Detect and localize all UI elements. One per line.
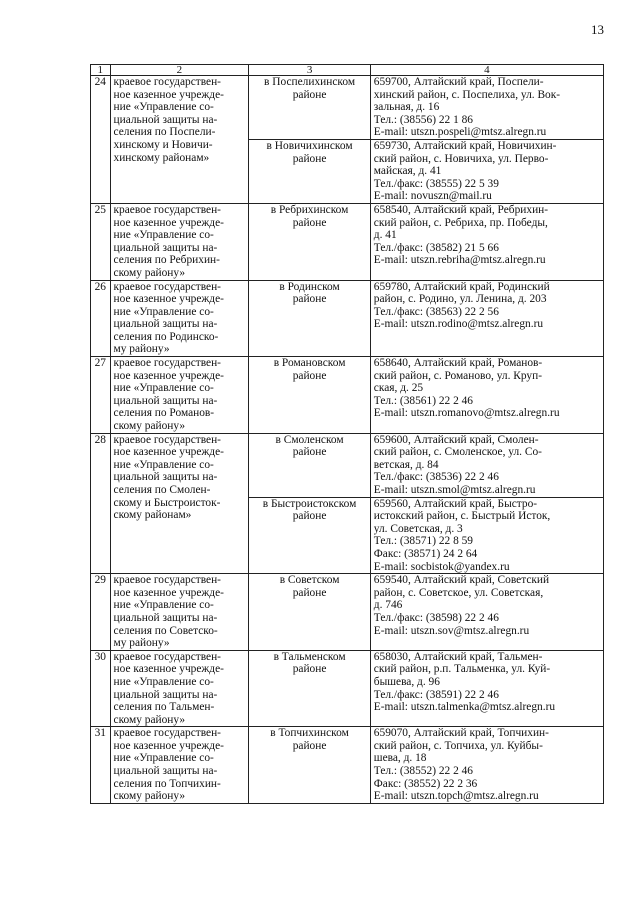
offices-table xyxy=(90,64,604,804)
address-contacts-cell: 658640, Алтайский край, Романов- ский район, с. Романово, ул. Круп- ская, д. 25 Тел.: (38561) 22 2 46 E-mail: utszn.romanovo@mtsz.alregn.ru xyxy=(370,357,603,434)
district-cell: в Советском районе xyxy=(249,574,370,651)
table-row xyxy=(91,650,604,727)
table-row xyxy=(91,280,604,357)
table-row xyxy=(91,433,604,497)
table-row xyxy=(91,357,604,434)
institution-name-cell: краевое государствен- ное казенное учрежде- ние «Управление со- циальной защиты на- селения по Советско- му району» xyxy=(110,574,249,651)
address-contacts-cell: 659070, Алтайский край, Топчихин- ский район, с. Топчиха, ул. Куйбы- шева, д. 18 Тел.: (38552) 22 2 46 Факс: (38552) 22 2 36 E-mail: utszn.topch@mtsz.alregn.ru xyxy=(370,727,603,804)
district-cell: в Тальменском районе xyxy=(249,650,370,727)
table-row xyxy=(91,574,604,651)
row-number-cell: 24 xyxy=(91,76,111,204)
row-number-cell: 28 xyxy=(91,433,111,574)
address-contacts-cell: 658030, Алтайский край, Тальмен- ский район, р.п. Тальменка, ул. Куй- бышева, д. 96 Тел./факс: (38591) 22 2 46 E-mail: utszn.talmenka@mtsz.alregn.ru xyxy=(370,650,603,727)
address-contacts-cell: 659700, Алтайский край, Поспели- хинский район, с. Поспелиха, ул. Вок- зальная, д. 16 Тел.: (38556) 22 1 86 E-mail: utszn.pospeli@mtsz.alregn.ru xyxy=(370,76,603,140)
page-number: 13 xyxy=(591,22,604,37)
address-contacts-cell: 659730, Алтайский край, Новичихин- ский район, с. Новичиха, ул. Перво- майская, д. 41 Тел./факс: (38555) 22 5 39 E-mail: novuszn@mail.ru xyxy=(370,139,603,203)
district-cell: в Поспелихинском районе xyxy=(249,76,370,140)
address-contacts-cell: 659600, Алтайский край, Смолен- ский район, с. Смоленское, ул. Со- ветская, д. 84 Тел./факс: (38536) 22 2 46 E-mail: utszn.smol@mtsz.alregn.ru xyxy=(370,433,603,497)
address-contacts-cell: 659780, Алтайский край, Родинский район, с. Родино, ул. Ленина, д. 203 Тел./факс: (38563) 22 2 56 E-mail: utszn.rodino@mtsz.alregn.ru xyxy=(370,280,603,357)
institution-name-cell: краевое государствен- ное казенное учрежде- ние «Управление со- циальной защиты на- селения по Романов- скому району» xyxy=(110,357,249,434)
institution-name-cell: краевое государствен- ное казенное учрежде- ние «Управление со- циальной защиты на- селения по Топчихин- скому району» xyxy=(110,727,249,804)
row-number-cell: 27 xyxy=(91,357,111,434)
institution-name-cell: краевое государствен- ное казенное учрежде- ние «Управление со- циальной защиты на- селения по Родинско- му району» xyxy=(110,280,249,357)
row-number-cell: 30 xyxy=(91,650,111,727)
table-row xyxy=(91,203,604,280)
header-cell-4: 4 xyxy=(370,65,603,76)
table-header-row xyxy=(91,65,604,76)
address-contacts-cell: 659540, Алтайский край, Советский район, с. Советское, ул. Советская, д. 746 Тел./факс: (38598) 22 2 46 E-mail: utszn.sov@mtsz.alregn.ru xyxy=(370,574,603,651)
header-cell-3: 3 xyxy=(249,65,370,76)
row-number-cell: 25 xyxy=(91,203,111,280)
institution-name-cell: краевое государствен- ное казенное учрежде- ние «Управление со- циальной защиты на- селения по Поспели- хинскому и Новичи- хинскому районам» xyxy=(110,76,249,204)
district-cell: в Быстроистокском районе xyxy=(249,497,370,574)
district-cell: в Топчихинском районе xyxy=(249,727,370,804)
address-contacts-cell: 658540, Алтайский край, Ребрихин- ский район, с. Ребриха, пр. Победы, д. 41 Тел./факс: (38582) 21 5 66 E-mail: utszn.rebriha@mtsz.alregn.ru xyxy=(370,203,603,280)
row-number-cell: 29 xyxy=(91,574,111,651)
district-cell: в Ребрихинском районе xyxy=(249,203,370,280)
address-contacts-cell: 659560, Алтайский край, Быстро- истокский район, с. Быстрый Исток, ул. Советская, д. 3 Тел.: (38571) 22 8 59 Факс: (38571) 24 2 64 E-mail: socbistok@yandex.ru xyxy=(370,497,603,574)
institution-name-cell: краевое государствен- ное казенное учрежде- ние «Управление со- циальной защиты на- селения по Ребрихин- скому району» xyxy=(110,203,249,280)
row-number-cell: 31 xyxy=(91,727,111,804)
table-row xyxy=(91,76,604,140)
district-cell: в Смоленском районе xyxy=(249,433,370,497)
header-cell-2: 2 xyxy=(110,65,249,76)
institution-name-cell: краевое государствен- ное казенное учрежде- ние «Управление со- циальной защиты на- селения по Смолен- скому и Быстроисток- скому районам» xyxy=(110,433,249,574)
district-cell: в Родинском районе xyxy=(249,280,370,357)
district-cell: в Новичихинском районе xyxy=(249,139,370,203)
district-cell: в Романовском районе xyxy=(249,357,370,434)
table-row xyxy=(91,727,604,804)
row-number-cell: 26 xyxy=(91,280,111,357)
header-cell-1: 1 xyxy=(91,65,111,76)
institution-name-cell: краевое государствен- ное казенное учрежде- ние «Управление со- циальной защиты на- селения по Тальмен- скому району» xyxy=(110,650,249,727)
